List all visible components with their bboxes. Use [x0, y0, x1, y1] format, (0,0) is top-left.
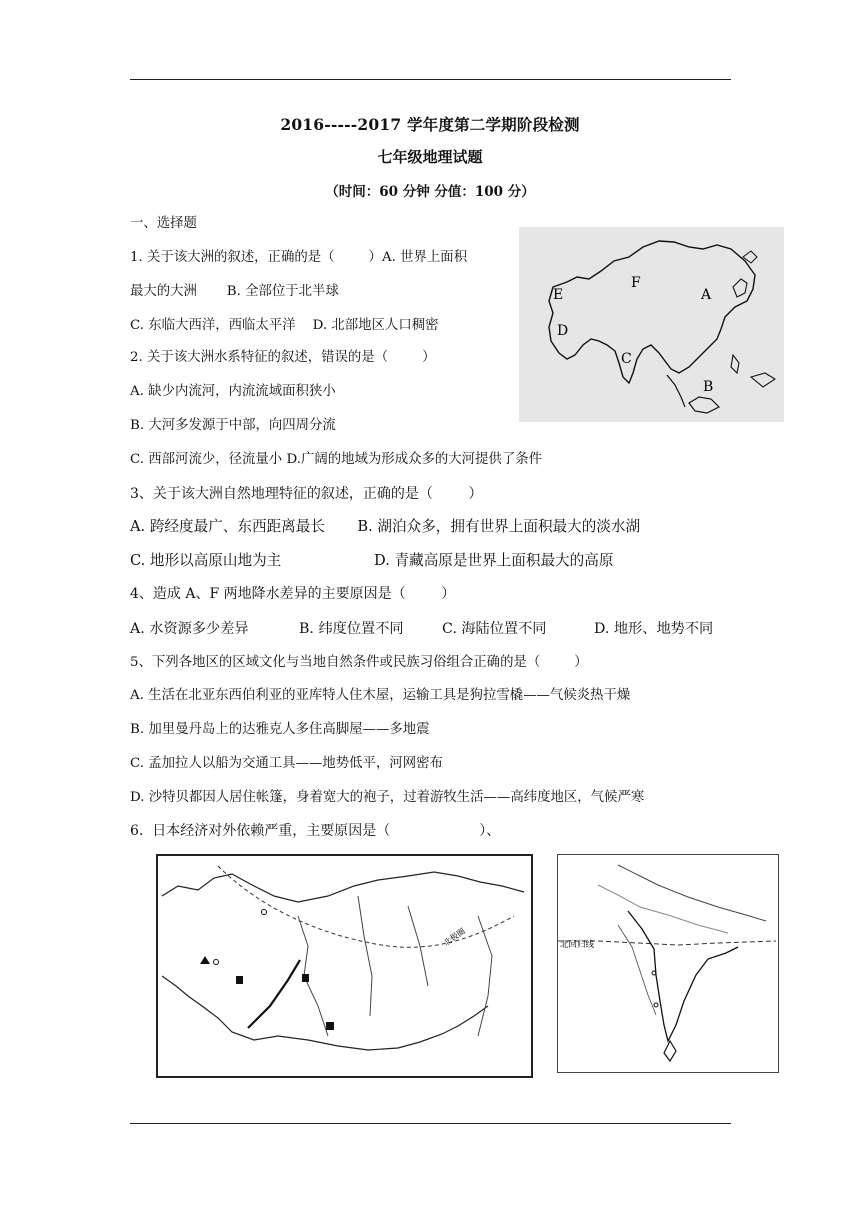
asia-label-a: A	[701, 287, 712, 303]
q2-stem: 2. 关于该大洲水系特征的叙述，错误的是（ ）	[130, 350, 436, 365]
tropic-of-cancer-label: 北回归线	[560, 940, 595, 950]
asia-label-d: D	[557, 323, 569, 339]
footer-rule	[130, 1123, 731, 1124]
arctic-circle-label: 北极圈	[441, 926, 467, 948]
q4-stem: 4、造成 A、F 两地降水差异的主要原因是（ ）	[130, 586, 456, 602]
asia-label-e: E	[553, 287, 564, 303]
q5-option-b: B. 加里曼丹岛上的达雅克人多住高脚屋——多地震	[130, 722, 430, 737]
q5-option-c: C. 孟加拉人以船为交通工具——地势低平，河网密布	[130, 756, 443, 771]
q4-option-c: C. 海陆位置不同	[442, 621, 547, 637]
q3-option-cd: C. 地形以高原山地为主 D. 青藏高原是世界上面积最大的高原	[130, 552, 614, 569]
q4-option-a: A. 水资源多少差异	[130, 621, 249, 637]
exam-subtitle: 七年级地理试题	[377, 148, 483, 166]
asia-label-f: F	[631, 275, 641, 291]
q4-option-b: B. 纬度位置不同	[299, 621, 404, 637]
q2-option-b: B. 大河多发源于中部，向四周分流	[130, 418, 336, 433]
q1-line2: 最大的大洲 B. 全部位于北半球	[130, 284, 339, 299]
q5-stem: 5、下列各地区的区域文化与当地自然条件或民族习俗组合正确的是（ ）	[130, 655, 588, 670]
russia-map	[156, 854, 533, 1078]
exam-info: （时间：60 分钟 分值：100 分）	[325, 184, 535, 200]
header-rule	[130, 79, 731, 80]
q2-option-a: A. 缺少内流河，内流流域面积狭小	[130, 384, 336, 399]
asia-label-c: C	[621, 351, 632, 367]
exam-title: 2016-----2017 学年度第二学期阶段检测	[280, 115, 580, 134]
q4-option-d: D. 地形、地势不同	[594, 621, 714, 637]
q6-stem: 6. 日本经济对外依赖严重，主要原因是（ ）、	[130, 823, 501, 839]
q3-stem: 3、关于该大洲自然地理特征的叙述，正确的是（ ）	[130, 486, 483, 502]
q1-line1: 1. 关于该大洲的叙述，正确的是（ ）A. 世界上面积	[130, 250, 468, 265]
q3-option-ab: A. 跨经度最广、东西距离最长 B. 湖泊众多，拥有世界上面积最大的淡水湖	[130, 518, 641, 535]
q1-line3: C. 东临大西洋，西临太平洋 D. 北部地区人口稠密	[130, 318, 439, 333]
q5-option-a: A. 生活在北亚东西伯利亚的亚库特人住木屋，运输工具是狗拉雪橇——气候炎热干燥	[130, 688, 631, 703]
section-heading: 一、选择题	[130, 216, 197, 231]
asia-label-b: B	[703, 379, 714, 395]
asia-outline-map	[519, 227, 784, 422]
q5-option-d: D. 沙特贝都因人居住帐篷，身着宽大的袍子，过着游牧生活——高纬度地区，气候严寒	[130, 790, 645, 805]
south-asia-map	[557, 854, 779, 1073]
q2-option-cd: C. 西部河流少，径流量小 D.广阔的地域为形成众多的大河提供了条件	[130, 452, 542, 467]
